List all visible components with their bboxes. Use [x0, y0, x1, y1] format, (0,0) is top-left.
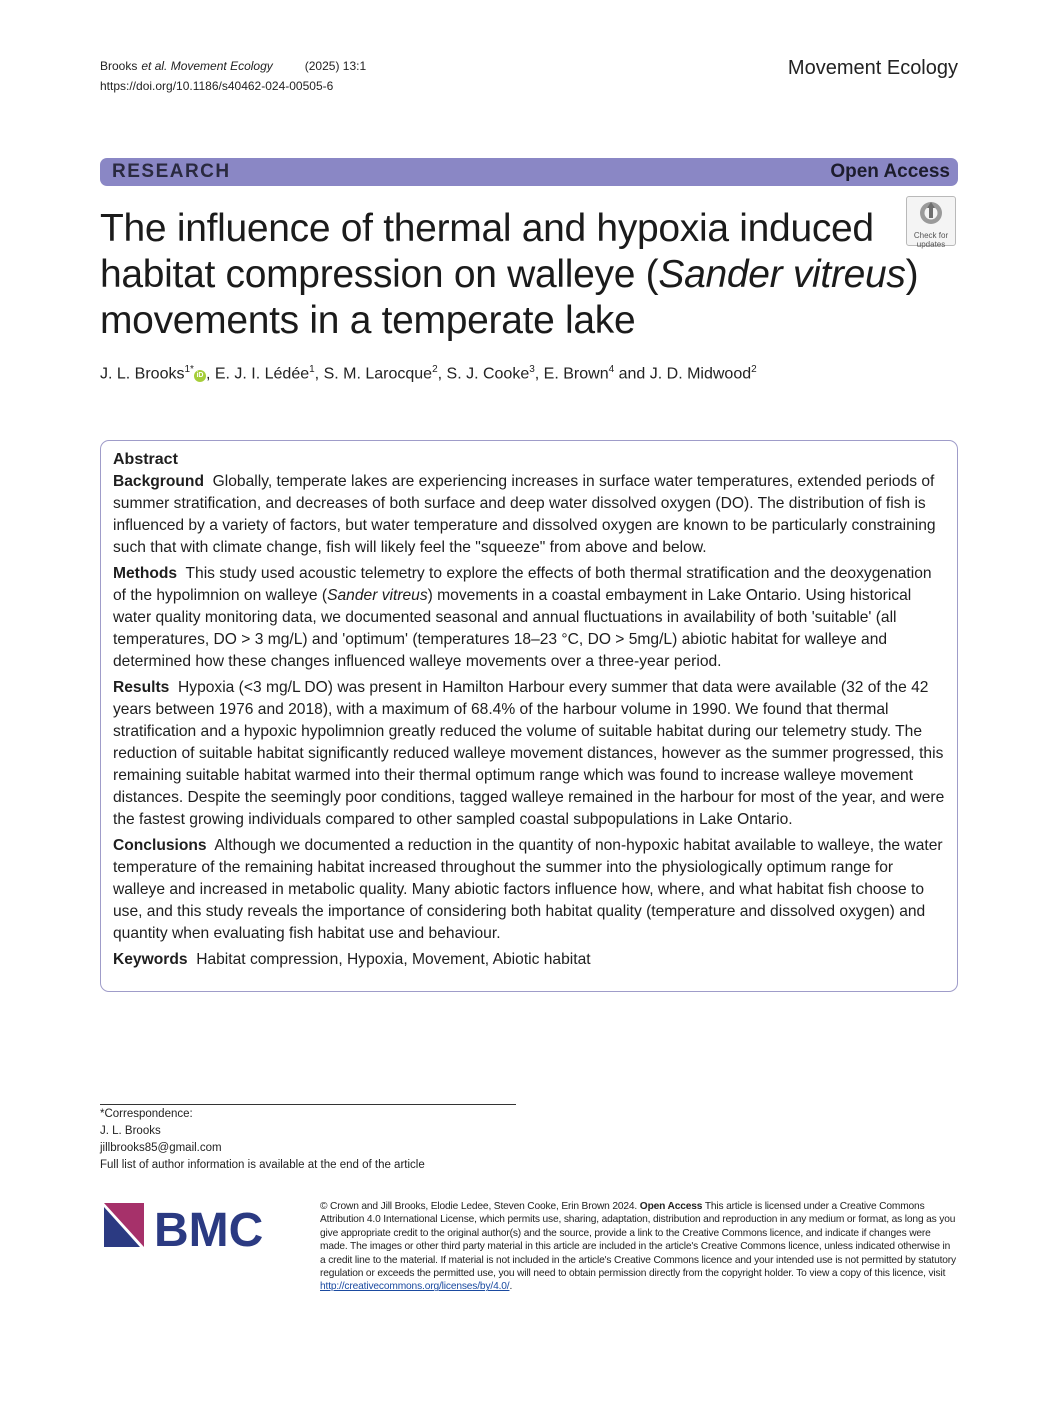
- correspondence-block: [100, 1106, 425, 1174]
- running-header: [100, 56, 366, 96]
- methods-label: Methods: [113, 565, 178, 582]
- results-label: Results: [113, 679, 170, 696]
- open-access-label: Open Access: [830, 161, 950, 182]
- article-title: [100, 206, 920, 344]
- title-species: Sander vitreus: [658, 253, 906, 296]
- correspondence-email[interactable]: jillbrooks85@gmail.com: [100, 1142, 222, 1154]
- author-affiliation: 2: [432, 364, 438, 375]
- abstract-keywords: [113, 949, 945, 971]
- license-body: This article is licensed under a Creative Commons Attribution 4.0 International License, which permits use, sharing, adaptation, distribution and reproduction in any medium or format, as long as you give appropriate credit to the original author(s) and the source, provide a link to the Creative Commons licence, and indicate if changes were made. The images or other third party material in this article are included in the article's Creative Commons licence, unless indicated otherwise in a credit line to the material. If material is not included in the article's Creative Commons licence and your intended use is not permitted by statutory regulation or exceeds the permitted use, you will need to obtain permission directly from the copyright holder. To view a copy of this licence, visit: [320, 1201, 956, 1280]
- abstract-box: [100, 440, 958, 992]
- orcid-icon[interactable]: iD: [194, 370, 206, 382]
- author-name[interactable]: E. J. I. Lédée: [214, 365, 310, 383]
- title-part-2: ) movements in a temperate lake: [100, 253, 919, 342]
- author-info-note: Full list of author information is available at the end of the article: [100, 1159, 425, 1171]
- correspondence-name: J. L. Brooks: [100, 1125, 161, 1137]
- keywords-label: Keywords: [113, 951, 188, 968]
- keywords-text: Habitat compression, Hypoxia, Movement, Abiotic habitat: [196, 951, 591, 968]
- abstract-methods: [113, 563, 945, 673]
- article-type-label: RESEARCH: [112, 161, 231, 182]
- author-name[interactable]: J. D. Midwood: [649, 365, 752, 383]
- abstract-heading: Abstract: [113, 451, 178, 468]
- open-access-note: Open Access: [639, 1201, 703, 1212]
- abstract-background: [113, 471, 945, 559]
- license-end: .: [509, 1281, 513, 1293]
- author-affiliation: 1*: [184, 364, 194, 375]
- copyright-text: © Crown and Jill Brooks, Elodie Ledee, Steven Cooke, Erin Brown 2024.: [320, 1201, 640, 1212]
- citation-volume: (2025) 13:1: [304, 59, 367, 73]
- bmc-logo: [104, 1203, 290, 1251]
- abstract-results: [113, 677, 945, 831]
- author-name[interactable]: S. M. Larocque: [323, 365, 433, 383]
- check-updates-icon: [918, 200, 944, 226]
- check-updates-label-2: updates: [916, 240, 946, 249]
- journal-name: Movement Ecology: [787, 57, 958, 79]
- methods-text-b: ) movements in a coastal embayment in Lake Ontario. Using historical water quality monitoring data, we documented seasonal and annual fluctuations in availability of both 'suitable' (all temperatures, DO > 3 mg/L) and 'optimum' (temperatures 18–23 °C, DO > 5mg/L) abiotic habitat for walleye and determined how these changes influenced walleye movements over a three-year period.: [113, 587, 912, 670]
- methods-text-a: This study used acoustic telemetry to explore the effects of both thermal stratification and the deoxygenation of the hypolimnion on walleye (: [113, 565, 932, 604]
- license-text: [320, 1200, 956, 1294]
- title-part-1: The influence of thermal and hypoxia induced habitat compression on walleye (: [100, 207, 874, 296]
- background-text: Globally, temperate lakes are experiencing increases in surface water temperatures, extended periods of summer stratification, and decreases of both surface and deep water dissolved oxygen (DO). The distribution of fish is influenced by a variety of factors, but water temperature and dissolved oxygen are known to be particularly constraining such that with climate change, fish will likely feel the "squeeze" from above and below.: [113, 473, 936, 556]
- author-name[interactable]: S. J. Cooke: [446, 365, 530, 383]
- results-text: Hypoxia (<3 mg/L DO) was present in Hamilton Harbour every summer that data were available (32 of the 42 years between 1976 and 2018), with a maximum of 68.4% of the harbour volume in 1990. We found that thermal stratification and a hypoxic hypolimnion greatly reduced the volume of suitable habitat during our telemetry study. The reduction of suitable habitat significantly reduced walleye movement distances, however as the summer progressed, this remaining suitable habitat warmed into their thermal optimum range which was found to increase walleye movement distances. Despite the seemingly poor conditions, tagged walleye remained in the harbour for most of the year, and were the fastest growing individuals compared to other sampled coastal subpopulations in Lake Ontario.: [113, 679, 945, 828]
- author-name[interactable]: J. L. Brooks: [100, 365, 185, 383]
- check-for-updates-button[interactable]: [906, 196, 956, 249]
- methods-species: Sander vitreus: [327, 587, 428, 604]
- author-affiliation: 3: [529, 364, 535, 375]
- citation-journal: et al. Movement Ecology: [141, 59, 273, 73]
- abstract-conclusions: [113, 835, 945, 945]
- author-list: J. L. Brooks$^{1*}$iD , E. J. I. Lédée$^1$, S. M. Larocque$^2$, S. J. Cooke$^3$, E. Brown$^4$ and J. D. Midwood$^2$: [100, 364, 757, 383]
- bmc-logo-text: BMC: [154, 1204, 264, 1251]
- background-label: Background: [113, 473, 204, 490]
- footnote-divider: [100, 1104, 516, 1105]
- author-affiliation: 1: [309, 364, 315, 375]
- author-affiliation: 4: [608, 364, 615, 375]
- correspondence-label: *Correspondence:: [100, 1108, 193, 1120]
- citation-authors: Brooks: [100, 59, 138, 73]
- check-updates-label-1: Check for: [913, 231, 949, 240]
- citation-line: [100, 56, 366, 76]
- license-link[interactable]: http://creativecommons.org/licenses/by/4.0/: [320, 1281, 510, 1293]
- author-affiliation: 2: [751, 364, 757, 375]
- author-name[interactable]: E. Brown: [543, 365, 609, 383]
- doi-link[interactable]: https://doi.org/10.1186/s40462-024-00505-6: [100, 79, 334, 93]
- conclusions-text: Although we documented a reduction in the quantity of non-hypoxic habitat available to walleye, the water temperature of the remaining habitat increased throughout the summer into the physiologically optimum range for walleye and increased in metabolic quality. Many abiotic factors influence how, where, and what habitat fish choose to use, and this study reveals the importance of considering both habitat quality (temperature and dissolved oxygen) and quantity when evaluating fish habitat use and behaviour.: [113, 837, 943, 942]
- article-type-banner: [100, 158, 958, 186]
- conclusions-label: Conclusions: [113, 837, 207, 854]
